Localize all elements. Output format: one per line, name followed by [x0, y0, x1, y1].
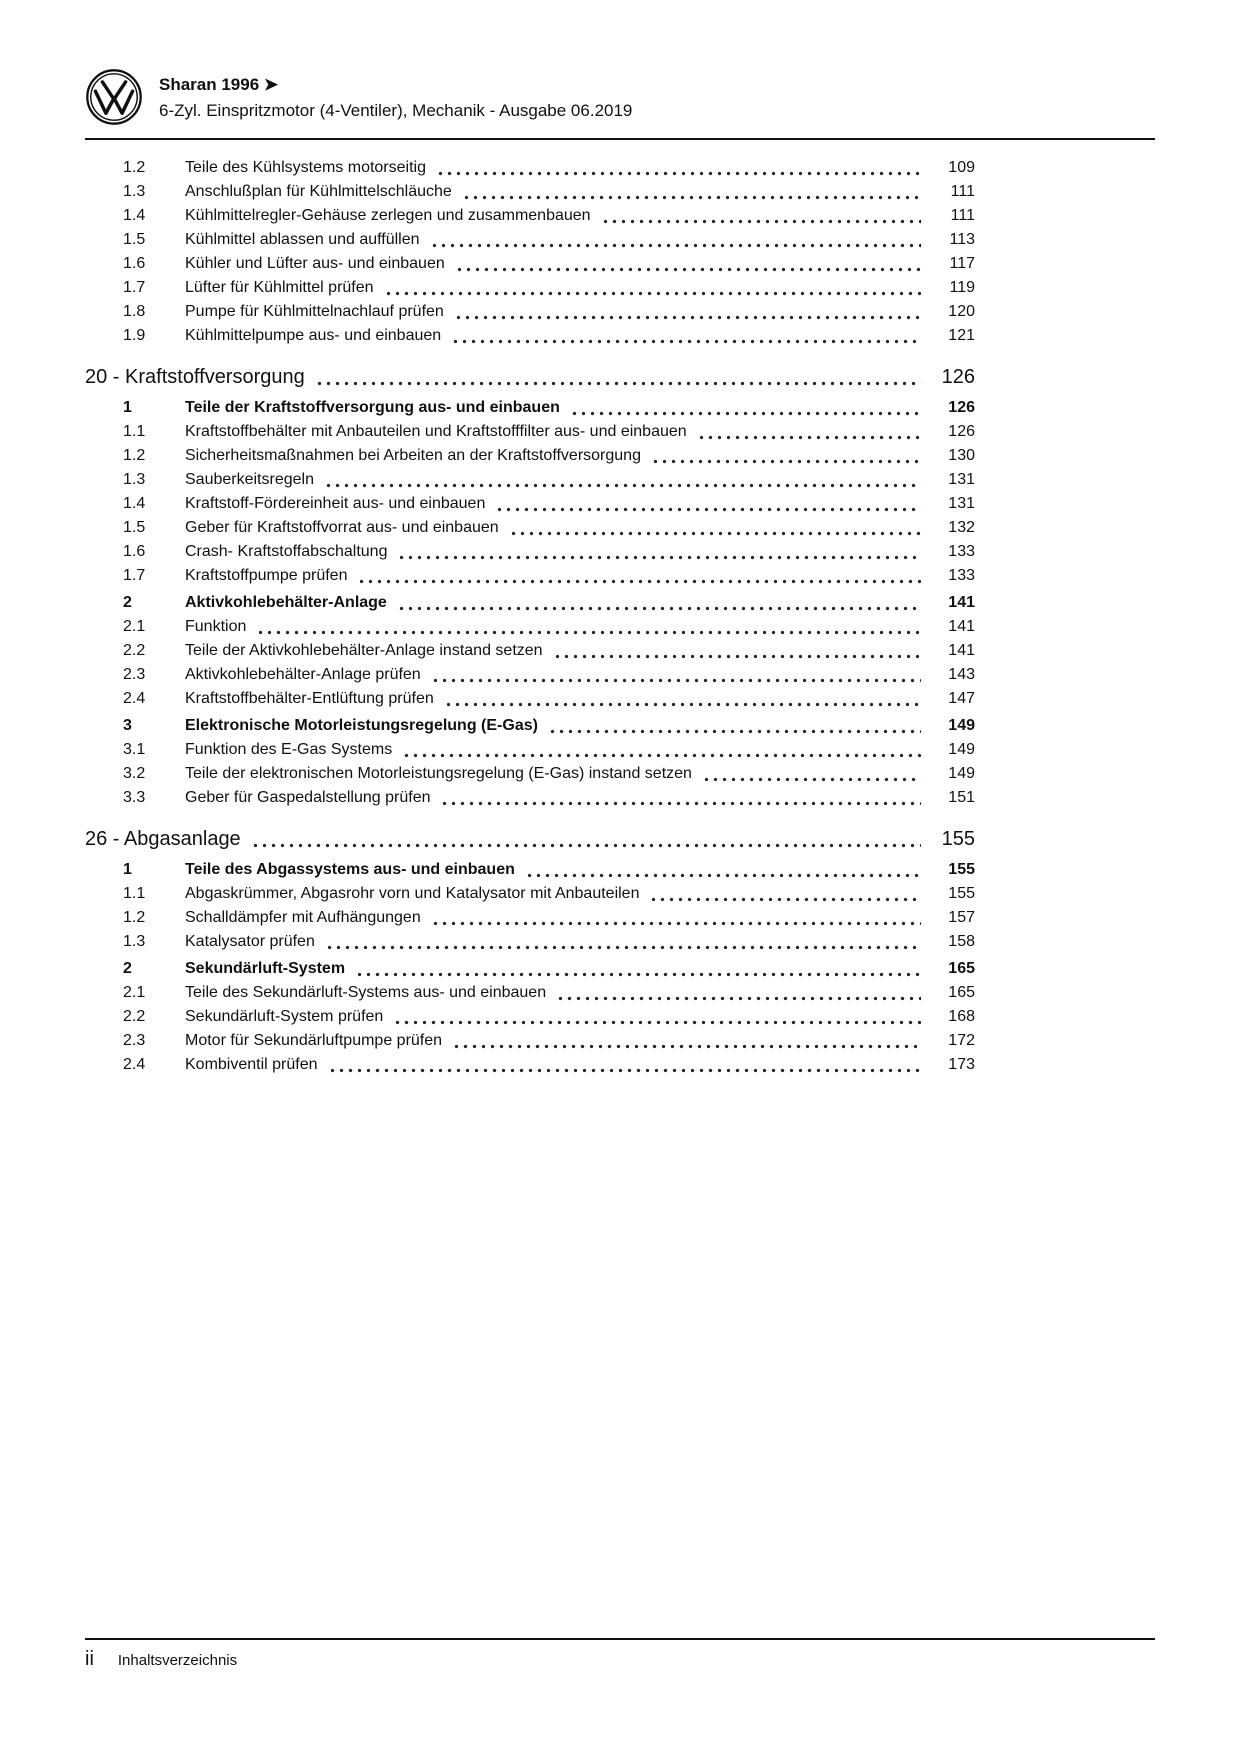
header-text [159, 68, 632, 124]
footer-divider [85, 1638, 1155, 1640]
toc-entry-number: 2.3 [123, 666, 146, 683]
toc-entry [85, 738, 975, 762]
toc-entry-title: Teile des Abgassystems aus- und einbauen [185, 861, 515, 878]
toc-entry-number: 1.3 [123, 471, 146, 488]
toc-entry-number: 1.3 [123, 183, 146, 200]
toc-entry [85, 858, 975, 882]
header-subtitle: 6-Zyl. Einspritzmotor (4-Ventiler), Mechanik - Ausgabe 06.2019 [159, 101, 633, 120]
dot-leader [256, 630, 921, 635]
toc-entry-title: Sicherheitsmaßnahmen bei Arbeiten an der Kraftstoffversorgung [185, 447, 641, 464]
dot-leader [455, 267, 921, 272]
toc-entry [85, 228, 975, 252]
toc-entry-title: Aktivkohlebehälter-Anlage [185, 594, 387, 611]
dot-leader [454, 315, 921, 320]
toc-entry-page: 149 [948, 717, 975, 734]
dot-leader [702, 777, 921, 782]
toc-entry-number: 1.9 [123, 327, 146, 344]
toc-entry-title: Teile der Aktivkohlebehälter-Anlage instand setzen [185, 642, 543, 659]
vw-logo-icon [85, 68, 143, 126]
toc-entry-title: Teile der Kraftstoffversorgung aus- und einbauen [185, 399, 560, 416]
toc-entry-number: 1.2 [123, 447, 146, 464]
toc-entry-title: Motor für Sekundärluftpumpe prüfen [185, 1032, 443, 1049]
toc-entry-title: Teile des Sekundärluft-Systems aus- und einbauen [185, 984, 547, 1001]
toc-entry-page: 126 [948, 399, 975, 416]
toc-entry-page: 158 [948, 933, 975, 950]
toc-entry [85, 468, 975, 492]
toc-entry [85, 300, 975, 324]
toc-entry [85, 930, 975, 954]
page-footer [85, 1648, 237, 1671]
toc-entry-number: 1.4 [123, 207, 146, 224]
section-heading-label: 26 - Abgasanlage [85, 828, 241, 850]
dot-leader [509, 531, 921, 536]
toc-entry [85, 981, 975, 1005]
toc-entry-page: 173 [948, 1056, 975, 1073]
toc-entry-number: 1.5 [123, 231, 146, 248]
toc-entry-number: 2.1 [123, 618, 146, 635]
section-heading [85, 363, 975, 391]
toc-entry [85, 540, 975, 564]
toc-entry [85, 786, 975, 810]
dot-leader [553, 654, 921, 659]
dot-leader [697, 435, 921, 440]
toc-section [85, 363, 975, 810]
dot-leader [397, 606, 921, 611]
toc-entry-page: 155 [948, 861, 975, 878]
dot-leader [315, 381, 921, 386]
toc-entry-number: 1.2 [123, 159, 146, 176]
toc-entry-page: 111 [950, 183, 975, 200]
dot-leader [251, 843, 921, 848]
toc-entry-number: 1 [123, 861, 132, 878]
toc-entry-title: Kühlmittel ablassen und auffüllen [185, 231, 420, 248]
toc-entry-page: 111 [950, 207, 975, 224]
toc-entry [85, 957, 975, 981]
toc-entry-page: 126 [948, 423, 975, 440]
header-divider [85, 138, 1155, 140]
toc-entry-title: Geber für Gaspedalstellung prüfen [185, 789, 431, 806]
toc-entry-title: Teile des Kühlsystems motorseitig [185, 159, 426, 176]
toc-section [85, 156, 975, 348]
toc-entry-number: 2.2 [123, 1008, 146, 1025]
toc-entry-number: 1.1 [123, 423, 146, 440]
toc-entry-title: Sauberkeitsregeln [185, 471, 314, 488]
toc-entry [85, 204, 975, 228]
toc-entry-number: 1.3 [123, 933, 146, 950]
toc-entry-number: 2.4 [123, 690, 146, 707]
toc-entry-title: Teile der elektronischen Motorleistungsregelung (E-Gas) instand setzen [185, 765, 692, 782]
toc-entry [85, 1005, 975, 1029]
toc-entry-title: Funktion [185, 618, 247, 635]
toc-entry-title: Pumpe für Kühlmittelnachlauf prüfen [185, 303, 444, 320]
toc-entry-title: Schalldämpfer mit Aufhängungen [185, 909, 421, 926]
toc-entry-page: 147 [948, 690, 975, 707]
toc-entry-number: 1.7 [123, 567, 146, 584]
toc-entry [85, 252, 975, 276]
dot-leader [384, 291, 921, 296]
toc-entry [85, 276, 975, 300]
section-heading-page: 126 [941, 366, 975, 388]
toc-entry-title: Anschlußplan für Kühlmittelschläuche [185, 183, 452, 200]
toc-entry-page: 131 [948, 495, 975, 512]
toc-entry [85, 615, 975, 639]
toc-section [85, 825, 975, 1077]
toc-entry-page: 133 [948, 567, 975, 584]
dot-leader [452, 1044, 921, 1049]
toc-entry [85, 420, 975, 444]
dot-leader [355, 972, 921, 977]
toc-entry-number: 3.2 [123, 765, 146, 782]
toc-entry-page: 131 [948, 471, 975, 488]
toc-entry-title: Elektronische Motorleistungsregelung (E-Gas) [185, 717, 538, 734]
footer-page-number: ii [85, 1648, 94, 1670]
toc-entry-page: 141 [948, 594, 975, 611]
section-heading-label: 20 - Kraftstoffversorgung [85, 366, 305, 388]
toc-entry [85, 639, 975, 663]
toc-entry-title: Lüfter für Kühlmittel prüfen [185, 279, 374, 296]
toc-entry-title: Kraftstoffpumpe prüfen [185, 567, 348, 584]
toc-entry-page: 120 [948, 303, 975, 320]
dot-leader [495, 507, 921, 512]
toc-entry [85, 591, 975, 615]
toc-entry [85, 492, 975, 516]
dot-leader [357, 579, 921, 584]
toc-entry-page: 165 [948, 984, 975, 1001]
toc-entry-page: 149 [948, 765, 975, 782]
toc-entry [85, 324, 975, 348]
toc-entry-title: Kraftstoffbehälter-Entlüftung prüfen [185, 690, 434, 707]
toc-entry [85, 882, 975, 906]
toc-entry-title: Katalysator prüfen [185, 933, 315, 950]
toc-entry-number: 1 [123, 399, 132, 416]
toc-entry-page: 172 [948, 1032, 975, 1049]
toc-entry [85, 687, 975, 711]
toc-entry-number: 1.6 [123, 255, 146, 272]
toc-entry-title: Funktion des E-Gas Systems [185, 741, 393, 758]
toc-entry [85, 1029, 975, 1053]
toc-entry-title: Sekundärluft-System prüfen [185, 1008, 384, 1025]
toc-entry [85, 714, 975, 738]
dot-leader [451, 339, 921, 344]
toc-entry-page: 165 [948, 960, 975, 977]
toc-entry-page: 168 [948, 1008, 975, 1025]
dot-leader [431, 921, 921, 926]
toc-entry-page: 113 [949, 231, 975, 248]
toc-entry-page: 132 [948, 519, 975, 536]
toc-entry [85, 180, 975, 204]
toc-entry [85, 444, 975, 468]
toc-entry-page: 141 [948, 618, 975, 635]
toc-entry-number: 3.1 [123, 741, 146, 758]
toc-entry-page: 117 [949, 255, 975, 272]
toc-entry-title: Crash- Kraftstoffabschaltung [185, 543, 388, 560]
toc-entry [85, 1053, 975, 1077]
page-header [85, 68, 632, 126]
toc-entry-title: Kühlmittelpumpe aus- und einbauen [185, 327, 442, 344]
toc-entry-number: 1.6 [123, 543, 146, 560]
toc-entry [85, 762, 975, 786]
dot-leader [556, 996, 921, 1001]
toc-entry [85, 906, 975, 930]
footer-label: Inhaltsverzeichnis [117, 1652, 238, 1669]
toc-entry-page: 119 [949, 279, 975, 296]
toc-entry [85, 663, 975, 687]
toc-entry-title: Kühlmittelregler-Gehäuse zerlegen und zusammenbauen [185, 207, 591, 224]
dot-leader [324, 483, 921, 488]
toc-entry-number: 2.3 [123, 1032, 146, 1049]
toc-entry-number: 2 [123, 960, 132, 977]
dot-leader [402, 753, 921, 758]
toc-entry-page: 155 [948, 885, 975, 902]
toc-entry [85, 156, 975, 180]
dot-leader [393, 1020, 921, 1025]
toc-entry-page: 121 [948, 327, 975, 344]
toc-entry-number: 3.3 [123, 789, 146, 806]
toc-entry-title: Kraftstoffbehälter mit Anbauteilen und Kraftstofffilter aus- und einbauen [185, 423, 687, 440]
toc-entry-page: 133 [948, 543, 975, 560]
dot-leader [436, 171, 921, 176]
toc-entry-number: 1.7 [123, 279, 146, 296]
toc-entry-page: 109 [948, 159, 975, 176]
toc-entry-title: Sekundärluft-System [185, 960, 346, 977]
toc-entry-number: 1.8 [123, 303, 146, 320]
dot-leader [325, 945, 921, 950]
toc-entry-title: Kombiventil prüfen [185, 1056, 318, 1073]
toc-entry-number: 2.4 [123, 1056, 146, 1073]
toc-entry [85, 516, 975, 540]
toc-entry-title: Abgaskrümmer, Abgasrohr vorn und Katalysator mit Anbauteilen [185, 885, 640, 902]
toc-entry-number: 2.2 [123, 642, 146, 659]
dot-leader [440, 801, 921, 806]
dot-leader [430, 243, 921, 248]
toc-entry [85, 396, 975, 420]
toc-entry-page: 130 [948, 447, 975, 464]
dot-leader [548, 729, 921, 734]
toc-entry-page: 151 [948, 789, 975, 806]
dot-leader [651, 459, 921, 464]
toc-entry-number: 1.1 [123, 885, 146, 902]
section-heading-page: 155 [941, 828, 975, 850]
toc-entry-number: 1.5 [123, 519, 146, 536]
dot-leader [649, 897, 921, 902]
toc-entry [85, 564, 975, 588]
toc-entry-page: 149 [948, 741, 975, 758]
header-model-title: Sharan 1996 ➤ [159, 75, 279, 94]
dot-leader [328, 1068, 921, 1073]
toc-entry-page: 141 [948, 642, 975, 659]
toc-entry-number: 3 [123, 717, 132, 734]
dot-leader [525, 873, 921, 878]
toc-entry-page: 157 [948, 909, 975, 926]
toc-entry-number: 2.1 [123, 984, 146, 1001]
dot-leader [397, 555, 921, 560]
toc-entry-title: Aktivkohlebehälter-Anlage prüfen [185, 666, 421, 683]
toc-entry-title: Kraftstoff-Fördereinheit aus- und einbauen [185, 495, 486, 512]
dot-leader [444, 702, 921, 707]
dot-leader [570, 411, 921, 416]
toc-entry-title: Kühler und Lüfter aus- und einbauen [185, 255, 445, 272]
toc-entry-page: 143 [948, 666, 975, 683]
toc-entry-number: 1.4 [123, 495, 146, 512]
toc [85, 156, 975, 1077]
toc-entry-number: 1.2 [123, 909, 146, 926]
section-heading [85, 825, 975, 853]
toc-entry-title: Geber für Kraftstoffvorrat aus- und einbauen [185, 519, 499, 536]
toc-entry-number: 2 [123, 594, 132, 611]
dot-leader [431, 678, 921, 683]
dot-leader [462, 195, 921, 200]
dot-leader [601, 219, 921, 224]
